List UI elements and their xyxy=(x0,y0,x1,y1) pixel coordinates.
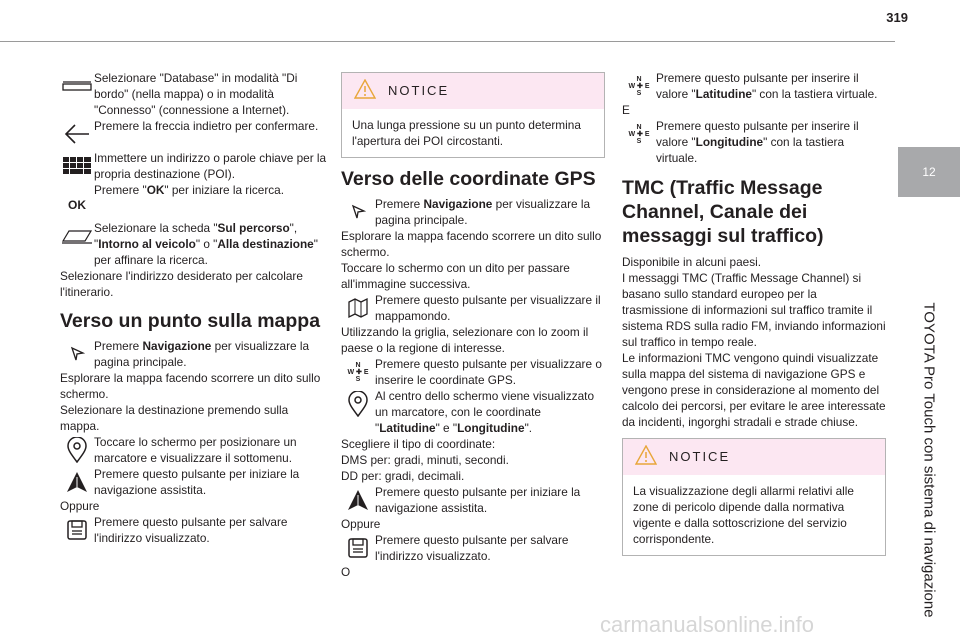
compass-icon: N W ✚ E S xyxy=(628,75,650,97)
map-marker-icon xyxy=(341,388,375,420)
marker-step xyxy=(60,434,330,466)
paragraph: Premere questo pulsante per inserire il valore "Longitudine" con la tastiera virtuale. xyxy=(656,119,859,165)
paragraph: Premere "OK" per iniziare la ricerca. xyxy=(94,183,284,197)
paragraph: O xyxy=(341,565,351,579)
globe-step xyxy=(341,292,605,324)
paragraph: Le informazioni TMC vengono quindi visualizzate sulla mappa del sistema di navigazione GPS e vengono prese in considerazione al momento del calcolo dei percorsi, per evitare le aree interessate da incidenti, ingorghi stradali e strade chiuse. xyxy=(622,351,886,429)
paragraph: Esplorare la mappa facendo scorrere un dito sullo schermo. xyxy=(341,229,602,259)
paragraph: Premere questo pulsante per visualizzare il mappamondo. xyxy=(375,293,601,323)
notice-label: NOTICE xyxy=(388,83,450,98)
paragraph: I messaggi TMC (Traffic Message Channel) si basano sullo standard europeo per la trasmissione di informazioni sul traffico tramite il sistema RDS sulla radio FM, inviando informazioni sul traffico in tempo reale. xyxy=(622,271,886,349)
start-guidance-icon xyxy=(60,466,94,498)
paragraph: Esplorare la mappa facendo scorrere un dito sullo schermo. xyxy=(60,371,321,401)
header-rule xyxy=(0,41,895,42)
world-map-icon xyxy=(341,292,375,324)
notice-header xyxy=(623,439,885,475)
navigation-icon xyxy=(341,196,375,228)
save-step xyxy=(341,532,605,564)
ok-button-icon: OK xyxy=(68,198,86,212)
chapter-title: TOYOTA Pro Touch con sistema di navigazione xyxy=(920,302,938,618)
notice-text: La visualizzazione degli allarmi relativi alle zone di pericolo dipende dalla normativa vigente e dalla sottoscrizione del servizio corrispondente. xyxy=(633,484,854,546)
paragraph: Oppure xyxy=(60,499,100,513)
warning-icon xyxy=(635,445,657,469)
back-step xyxy=(60,118,330,150)
paragraph: Premere la freccia indietro per confermare. xyxy=(94,119,319,133)
notice-box xyxy=(341,72,605,158)
database-tab-icon xyxy=(60,70,94,102)
gps-step xyxy=(341,356,605,388)
page-number: 319 xyxy=(886,10,908,25)
tab-step xyxy=(60,220,330,268)
paragraph: Toccare lo schermo con un dito per passare all'immagine successiva. xyxy=(341,261,570,291)
chapter-tab[interactable]: 12 xyxy=(898,147,960,197)
paragraph: DMS per: gradi, minuti, secondi. xyxy=(341,453,509,467)
map-marker-icon xyxy=(60,434,94,466)
ok-step xyxy=(60,182,330,214)
watermark: carmanualsonline.info xyxy=(600,612,815,637)
save-icon xyxy=(341,532,375,564)
paragraph: DD per: gradi, decimali. xyxy=(341,469,465,483)
paragraph: E xyxy=(622,103,630,117)
paragraph: Al centro dello schermo viene visualizzato un marcatore, con le coordinate "Latitudine" e "Longitudine". xyxy=(375,389,595,435)
paragraph: Scegliere il tipo di coordinate: xyxy=(341,437,496,451)
column-3 xyxy=(622,70,886,562)
save-icon xyxy=(60,514,94,546)
tab-selector-icon xyxy=(60,220,94,252)
paragraph: Premere Navigazione per visualizzare la pagina principale. xyxy=(94,339,310,369)
section-heading: Verso un punto sulla mappa xyxy=(60,310,321,332)
warning-icon xyxy=(354,79,376,103)
save-step xyxy=(60,514,330,546)
section-heading: TMC (Traffic Message Channel, Canale dei messaggi sul traffico) xyxy=(622,177,824,247)
nav-step xyxy=(341,196,605,228)
column-1 xyxy=(60,70,330,546)
column-2 xyxy=(341,70,605,580)
paragraph: Premere questo pulsante per salvare l'indirizzo visualizzato. xyxy=(94,515,288,545)
navigation-icon xyxy=(60,338,94,370)
paragraph: Utilizzando la griglia, selezionare con lo zoom il paese o la regione di interesse. xyxy=(341,325,589,355)
paragraph: Disponibile in alcuni paesi. xyxy=(622,255,762,269)
longitude-step xyxy=(622,118,886,166)
paragraph: Selezionare l'indirizzo desiderato per calcolare l'itinerario. xyxy=(60,269,303,299)
keyboard-icon xyxy=(60,150,94,182)
notice-label: NOTICE xyxy=(669,449,731,464)
back-arrow-icon xyxy=(60,118,94,150)
nav-step xyxy=(60,338,330,370)
keyboard-step xyxy=(60,150,330,182)
paragraph: Selezionare "Database" in modalità "Di bordo" (nella mappa) o in modalità "Connesso" (connessione a Internet). xyxy=(94,71,298,117)
database-step xyxy=(60,70,330,118)
guidance-step xyxy=(60,466,330,498)
paragraph: Premere questo pulsante per visualizzare o inserire le coordinate GPS. xyxy=(375,357,602,387)
marker-step xyxy=(341,388,605,436)
paragraph: Oppure xyxy=(341,517,381,531)
start-guidance-icon xyxy=(341,484,375,516)
paragraph: Premere questo pulsante per salvare l'indirizzo visualizzato. xyxy=(375,533,569,563)
latitude-step xyxy=(622,70,886,102)
paragraph: Selezionare la scheda "Sul percorso", "Intorno al veicolo" o "Alla destinazione" per affinare la ricerca. xyxy=(94,221,318,267)
paragraph: Premere questo pulsante per iniziare la navigazione assistita. xyxy=(94,467,300,497)
paragraph: Premere Navigazione per visualizzare la pagina principale. xyxy=(375,197,591,227)
paragraph: Toccare lo schermo per posizionare un marcatore e visualizzare il sottomenu. xyxy=(94,435,297,465)
compass-icon: N W ✚ E S xyxy=(347,361,369,383)
paragraph: Immettere un indirizzo o parole chiave per la propria destinazione (POI). xyxy=(94,151,327,181)
paragraph: Premere questo pulsante per inserire il valore "Latitudine" con la tastiera virtuale. xyxy=(656,71,878,101)
notice-header xyxy=(342,73,604,109)
notice-text: Una lunga pressione su un punto determina l'apertura dei POI circostanti. xyxy=(352,118,581,148)
paragraph: Premere questo pulsante per iniziare la navigazione assistita. xyxy=(375,485,581,515)
compass-icon: N W ✚ E S xyxy=(628,123,650,145)
guidance-step xyxy=(341,484,605,516)
notice-box xyxy=(622,438,886,556)
section-heading: Verso delle coordinate GPS xyxy=(341,168,596,190)
paragraph: Selezionare la destinazione premendo sulla mappa. xyxy=(60,403,289,433)
